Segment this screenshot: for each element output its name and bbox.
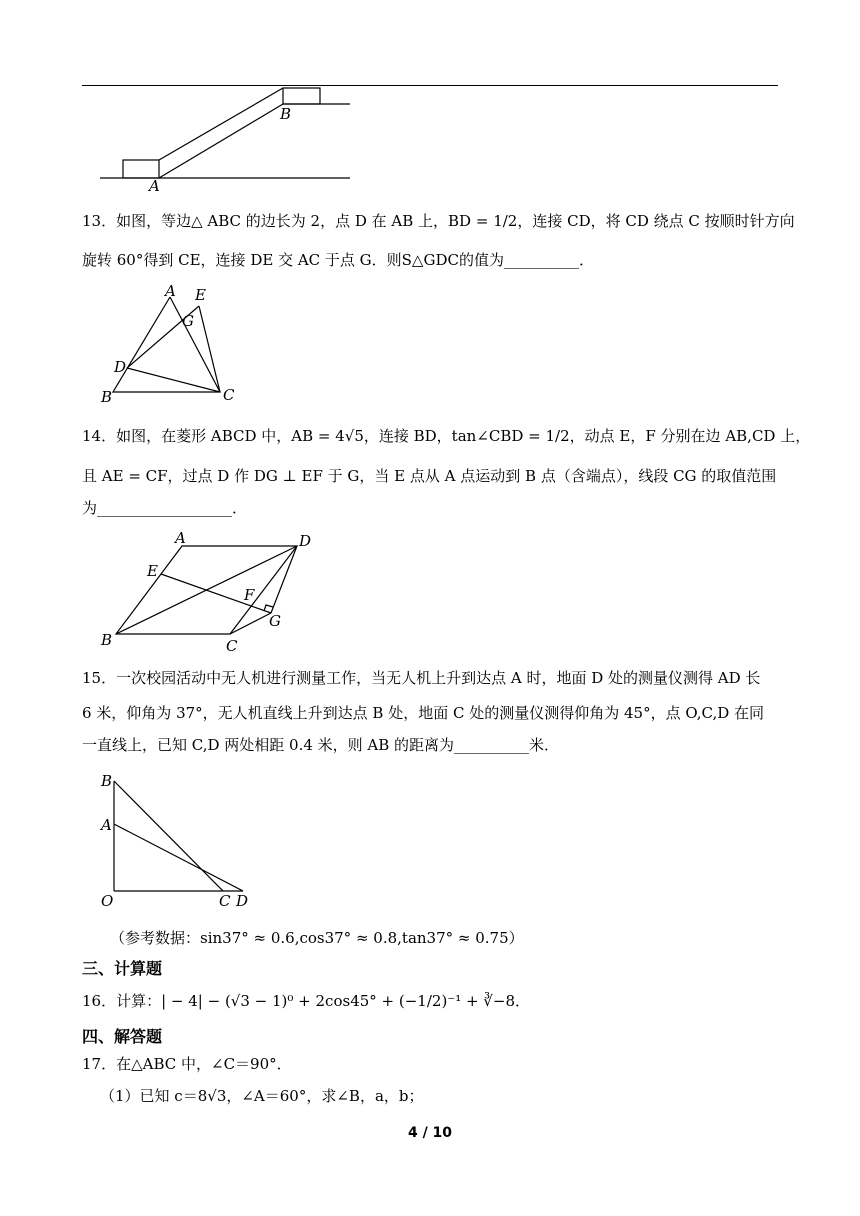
tri-label-g: G bbox=[182, 312, 194, 330]
drone-label-b: B bbox=[101, 772, 113, 790]
page-number: 4 / 10 bbox=[407, 1125, 453, 1141]
q14-line2: 且 AE = CF，过点 D 作 DG ⊥ EF 于 G，当 E 点从 A 点运动到 B 点（含端点），线段 CG 的取值范围 bbox=[82, 467, 777, 485]
q15-line2: 6 米，仰角为 37°，无人机直线上升到达点 B 处，地面 C 处的测量仪测得仰角为 45°，点 O,C,D 在同 bbox=[82, 704, 765, 722]
rh-label-e: E bbox=[147, 562, 158, 580]
triangle-figure bbox=[95, 280, 245, 410]
tri-label-b: B bbox=[101, 388, 113, 406]
drone-label-o: O bbox=[101, 892, 114, 910]
rh-label-g: G bbox=[269, 612, 281, 630]
tri-label-a: A bbox=[165, 282, 176, 300]
q17-line2: （1）已知 c＝8√3，∠A＝60°，求∠B，a，b； bbox=[100, 1087, 424, 1105]
q17-line1: 17．在△ABC 中，∠C＝90°． bbox=[82, 1055, 292, 1073]
q13-line2: 旋转 60°得到 CE，连接 DE 交 AC 于点 G．则S△GDC的值为__________． bbox=[82, 251, 594, 269]
q16: 16．计算：| − 4| − (√3 − 1)⁰ + 2cos45° + (−1/2)⁻¹ + ∛−8． bbox=[82, 992, 531, 1010]
section-heading-calc: 三、计算题 bbox=[82, 959, 163, 978]
q13-line1: 13．如图，等边△ ABC 的边长为 2，点 D 在 AB 上，BD = 1/2，连接 CD，将 CD 绕点 C 按顺时针方向 bbox=[82, 212, 795, 230]
drone-label-d: D bbox=[236, 892, 249, 910]
upper-block bbox=[283, 88, 320, 104]
rh-label-c: C bbox=[226, 637, 238, 655]
q14-line3: 为__________________． bbox=[82, 499, 248, 517]
stairs-label-b: B bbox=[280, 105, 292, 123]
q15-line1: 15．一次校园活动中无人机进行测量工作，当无人机上升到达点 A 时，地面 D 处的测量仪测得 AD 长 bbox=[82, 669, 761, 687]
tri-label-e: E bbox=[195, 286, 206, 304]
rh-label-f: F bbox=[244, 586, 255, 604]
drone-figure bbox=[95, 770, 260, 910]
rh-label-d: D bbox=[299, 532, 312, 550]
drone-label-c: C bbox=[219, 892, 231, 910]
drone-label-a: A bbox=[101, 816, 112, 834]
q15-line3: 一直线上，已知 C,D 两处相距 0.4 米，则 AB 的距离为__________米． bbox=[82, 736, 560, 754]
tri-label-c: C bbox=[223, 386, 235, 404]
tri-label-d: D bbox=[114, 358, 127, 376]
rh-label-a: A bbox=[175, 529, 186, 547]
q14-line1: 14．如图，在菱形 ABCD 中，AB = 4√5，连接 BD，tan∠CBD = 1/2，动点 E，F 分别在边 AB,CD 上， bbox=[82, 427, 811, 445]
section-heading-answer: 四、解答题 bbox=[82, 1027, 163, 1046]
q15-reference: （参考数据：sin37° ≈ 0.6,cos37° ≈ 0.8,tan37° ≈ 0.75） bbox=[110, 929, 524, 947]
stairs-label-a: A bbox=[149, 177, 160, 194]
rh-label-b: B bbox=[101, 631, 113, 649]
lower-block bbox=[123, 160, 159, 178]
rhombus-figure bbox=[95, 527, 325, 657]
stairs-figure bbox=[95, 82, 360, 194]
